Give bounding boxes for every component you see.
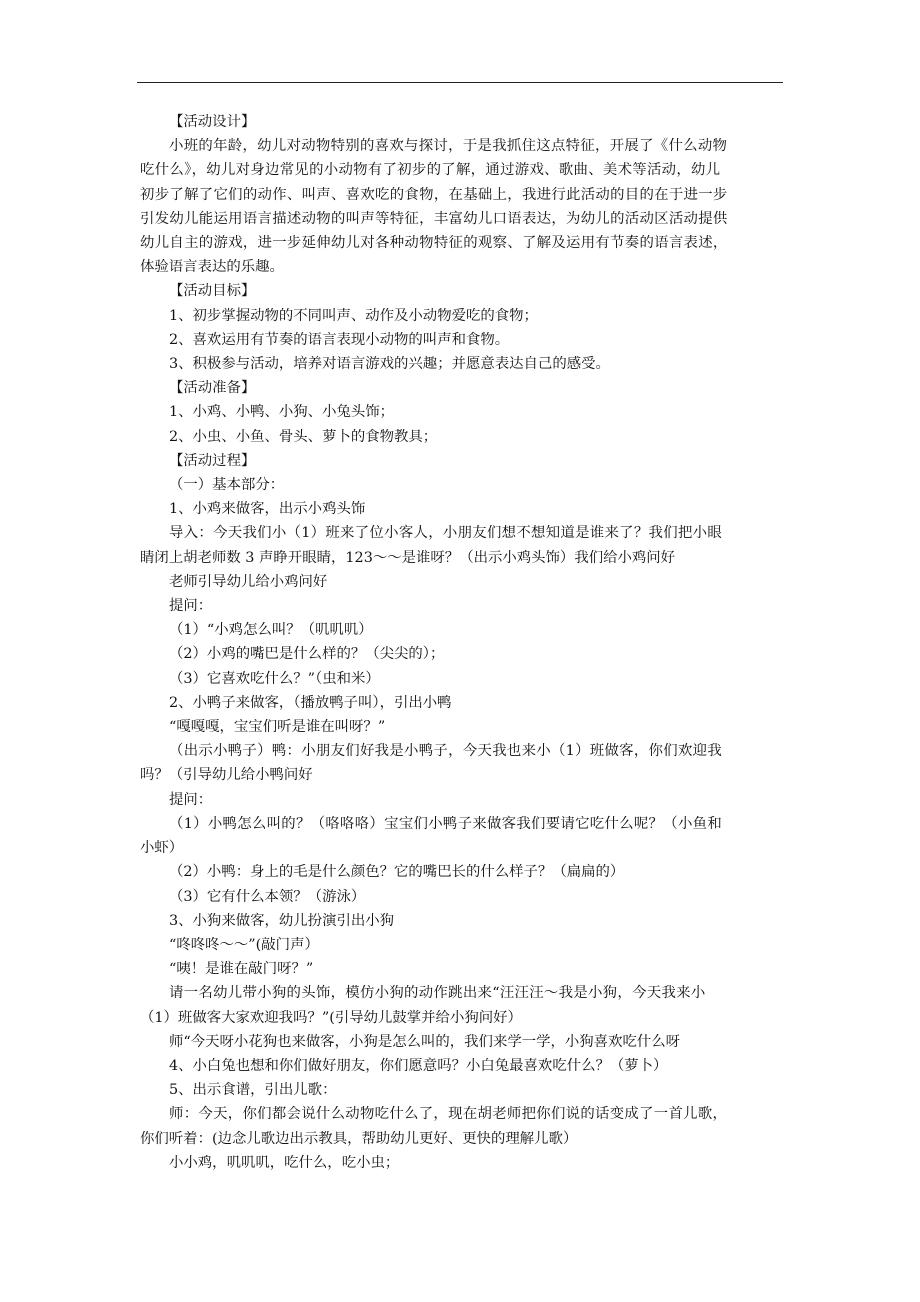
rhyme-line: 小小鸡，叽叽叽，吃什么，吃小虫；	[169, 1154, 400, 1171]
question-line: （1）“小鸡怎么叫？（叽叽叽）	[169, 622, 373, 639]
header-rule	[137, 82, 783, 83]
question-line: （2）小鸭：身上的毛是什么颜色？它的嘴巴长的什么样子？（扁扁的）	[169, 864, 625, 881]
paragraph-line: 提问：	[169, 598, 213, 615]
paragraph-line: 请一名幼儿带小狗的头饰，模仿小狗的动作跳出来“汪汪汪～我是小狗，今天我来小	[169, 985, 706, 1002]
paragraph-line: 小虾）	[140, 840, 184, 857]
paragraph-line: 老师引导幼儿给小鸡问好	[169, 573, 328, 590]
paragraph-line: （1）班做客大家欢迎我吗？”(引导幼儿鼓掌并给小狗问好）	[140, 1009, 522, 1026]
question-line: （2）小鸡的嘴巴是什么样的？（尖尖的）；	[169, 646, 445, 663]
list-item: 2、喜欢运用有节奏的语言表现小动物的叫声和食物。	[169, 331, 510, 348]
heading-activity-goals: 【活动目标】	[169, 283, 256, 300]
heading-activity-process: 【活动过程】	[169, 452, 256, 469]
paragraph-line: 体验语言表达的乐趣。	[140, 259, 284, 276]
paragraph-line: “咚咚咚～～”(敲门声）	[169, 936, 319, 953]
question-line: （3）它有什么本领？（游泳）	[169, 888, 366, 905]
paragraph-line: 引发幼儿能运用语言描述动物的叫声等特征，丰富幼儿口语表达，为幼儿的活动区活动提供	[140, 210, 728, 227]
step-title: 4、小白兔也想和你们做好朋友，你们愿意吗？小白兔最喜欢吃什么？（萝卜）	[169, 1057, 668, 1074]
list-item: 3、积极参与活动，培养对语言游戏的兴趣；并愿意表达自己的感受。	[169, 356, 610, 373]
paragraph-line: （出示小鸭子）鸭：小朋友们好我是小鸭子，今天我也来小（1）班做客，你们欢迎我	[169, 743, 723, 760]
heading-activity-design: 【活动设计】	[169, 114, 256, 130]
paragraph-line: 提问：	[169, 791, 213, 808]
paragraph-line: 吃什么》，幼儿对身边常见的小动物有了初步的了解，通过游戏、歌曲、美术等活动，幼儿	[140, 162, 721, 179]
paragraph-line: 吗？（引导幼儿给小鸭问好	[140, 767, 313, 784]
list-item: 1、小鸡、小鸭、小狗、小兔头饰；	[169, 404, 395, 421]
paragraph-line: “嘎嘎嘎，宝宝们听是谁在叫呀？”	[169, 719, 386, 736]
step-title: 2、小鸭子来做客，（播放鸭子叫），引出小鸭	[169, 694, 452, 711]
paragraph-line: “咦！是谁在敲门呀？”	[169, 961, 314, 978]
section-title: （一）基本部分：	[169, 477, 285, 494]
question-line: （3）它喜欢吃什么？”（虫和米）	[169, 670, 380, 687]
paragraph-line: 导入：今天我们小（1）班来了位小客人，小朋友们想不想知道是谁来了？我们把小眼	[169, 525, 723, 542]
paragraph-line: 师：今天，你们都会说什么动物吃什么了，现在胡老师把你们说的话变成了一首儿歌，	[169, 1106, 728, 1123]
paragraph-line: 师“今天呀小花狗也来做客，小狗是怎么叫的，我们来学一学，小狗喜欢吃什么呀	[169, 1033, 681, 1050]
question-line: （1）小鸭怎么叫的？（咯咯咯）宝宝们小鸭子来做客我们要请它吃什么呢？（小鱼和	[169, 815, 723, 832]
paragraph-line: 你们听着：(边念儿歌边出示教具，帮助幼儿更好、更快的理解儿歌）	[140, 1130, 578, 1147]
paragraph-line: 小班的年龄，幼儿对动物特别的喜欢与探讨，于是我抓住这点特征，开展了《什么动物	[169, 138, 728, 155]
document-body	[140, 110, 782, 1175]
paragraph-line: 幼儿自主的游戏，进一步延伸幼儿对各种动物特征的观察、了解及运用有节奏的语言表述，	[140, 235, 728, 252]
list-item: 2、小虫、小鱼、骨头、萝卜的食物教具；	[169, 428, 438, 445]
step-title: 3、小狗来做客，幼儿扮演引出小狗	[169, 912, 395, 929]
step-title: 1、小鸡来做客，出示小鸡头饰	[169, 501, 366, 518]
list-item: 1、初步掌握动物的不同叫声、动作及小动物爱吃的食物；	[169, 307, 538, 324]
heading-activity-preparation: 【活动准备】	[169, 380, 256, 397]
step-title: 5、出示食谱，引出儿歌：	[169, 1082, 337, 1099]
paragraph-line: 睛闭上胡老师数 3 声睁开眼睛，123～～是谁呀？（出示小鸡头饰）我们给小鸡问好	[140, 549, 676, 566]
paragraph-line: 初步了解了它们的动作、叫声、喜欢吃的食物，在基础上，我进行此活动的目的在于进一步	[140, 186, 728, 203]
